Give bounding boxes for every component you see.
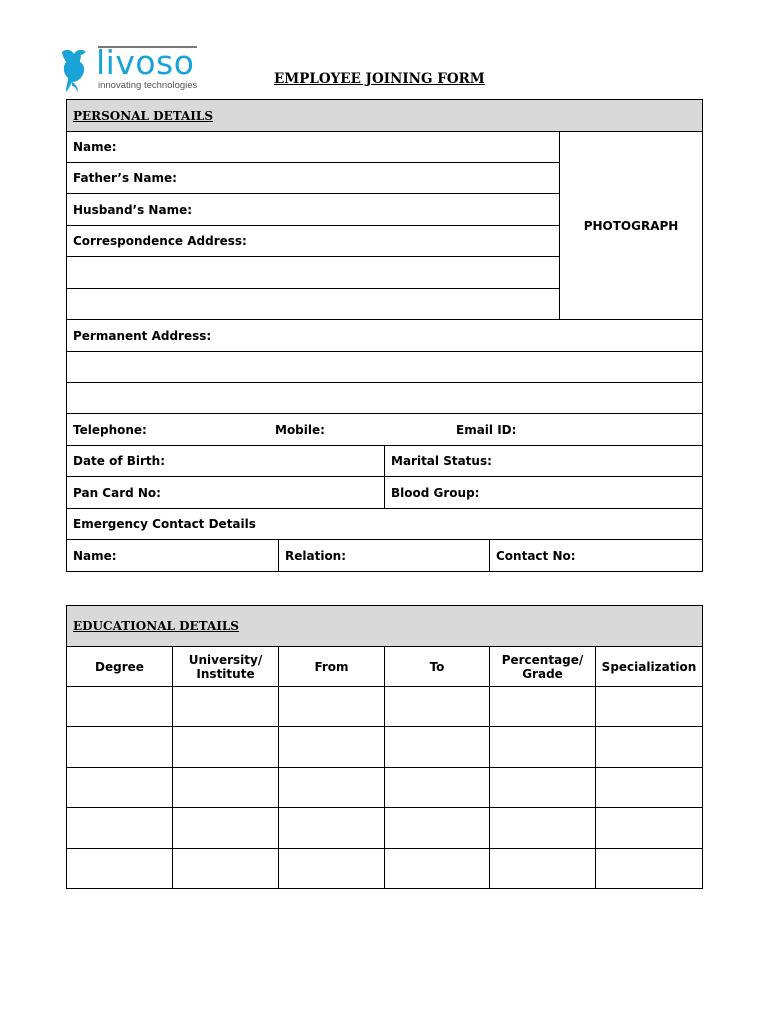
fathers-name-field[interactable]: Father’s Name: (67, 163, 560, 194)
table-row (67, 727, 703, 768)
col-from: From (279, 647, 385, 687)
col-degree: Degree (67, 647, 173, 687)
name-field[interactable]: Name: (67, 132, 560, 163)
correspondence-address-field[interactable]: Correspondence Address: (67, 226, 560, 257)
to-cell[interactable] (385, 727, 490, 768)
educational-details-heading: EDUCATIONAL DETAILS (67, 606, 703, 647)
to-cell[interactable] (385, 687, 490, 727)
table-row (67, 849, 703, 889)
university-cell[interactable] (173, 808, 279, 849)
marital-status-field[interactable]: Marital Status: (385, 446, 703, 477)
dob-field[interactable]: Date of Birth: (67, 446, 385, 477)
specialization-cell[interactable] (596, 808, 703, 849)
emergency-relation-field[interactable]: Relation: (279, 540, 490, 572)
blood-group-field[interactable]: Blood Group: (385, 477, 703, 509)
from-cell[interactable] (279, 687, 385, 727)
from-cell[interactable] (279, 727, 385, 768)
pan-card-field[interactable]: Pan Card No: (67, 477, 385, 509)
telephone-field[interactable]: Telephone: (73, 422, 147, 437)
form-title: EMPLOYEE JOINING FORM (274, 71, 485, 87)
permanent-address-line-3[interactable] (67, 383, 703, 414)
emergency-name-field[interactable]: Name: (67, 540, 279, 572)
correspondence-address-line-3[interactable] (67, 289, 560, 320)
table-row (67, 808, 703, 849)
university-cell[interactable] (173, 727, 279, 768)
specialization-cell[interactable] (596, 687, 703, 727)
specialization-cell[interactable] (596, 727, 703, 768)
to-cell[interactable] (385, 808, 490, 849)
permanent-address-field[interactable]: Permanent Address: (67, 320, 703, 352)
degree-cell[interactable] (67, 687, 173, 727)
university-cell[interactable] (173, 687, 279, 727)
from-cell[interactable] (279, 768, 385, 808)
from-cell[interactable] (279, 808, 385, 849)
percentage-cell[interactable] (490, 727, 596, 768)
from-cell[interactable] (279, 849, 385, 889)
mobile-field[interactable]: Mobile: (275, 422, 325, 437)
personal-details-table (66, 99, 703, 572)
university-cell[interactable] (173, 849, 279, 889)
degree-cell[interactable] (67, 808, 173, 849)
to-cell[interactable] (385, 849, 490, 889)
col-to: To (385, 647, 490, 687)
specialization-cell[interactable] (596, 768, 703, 808)
permanent-address-line-2[interactable] (67, 352, 703, 383)
education-header-row (67, 647, 703, 687)
university-cell[interactable] (173, 768, 279, 808)
logo-wordmark: livoso (96, 43, 195, 82)
husbands-name-field[interactable]: Husband’s Name: (67, 194, 560, 226)
emergency-contact-heading: Emergency Contact Details (67, 509, 703, 540)
table-row (67, 687, 703, 727)
contact-row (67, 414, 703, 446)
company-logo (58, 42, 203, 94)
percentage-cell[interactable] (490, 808, 596, 849)
degree-cell[interactable] (67, 727, 173, 768)
emergency-contact-field[interactable]: Contact No: (490, 540, 703, 572)
degree-cell[interactable] (67, 768, 173, 808)
correspondence-address-line-2[interactable] (67, 257, 560, 289)
percentage-cell[interactable] (490, 768, 596, 808)
col-percentage: Percentage/ Grade (490, 647, 596, 687)
col-university: University/ Institute (173, 647, 279, 687)
to-cell[interactable] (385, 768, 490, 808)
specialization-cell[interactable] (596, 849, 703, 889)
personal-details-heading: PERSONAL DETAILS (67, 100, 703, 132)
email-field[interactable]: Email ID: (456, 422, 517, 437)
col-specialization: Specialization (596, 647, 703, 687)
logo-tagline: innovating technologies (98, 80, 198, 91)
table-row (67, 768, 703, 808)
degree-cell[interactable] (67, 849, 173, 889)
percentage-cell[interactable] (490, 687, 596, 727)
percentage-cell[interactable] (490, 849, 596, 889)
educational-details-table (66, 605, 703, 889)
bird-icon (58, 42, 98, 92)
photograph-box[interactable]: PHOTOGRAPH (560, 132, 703, 320)
